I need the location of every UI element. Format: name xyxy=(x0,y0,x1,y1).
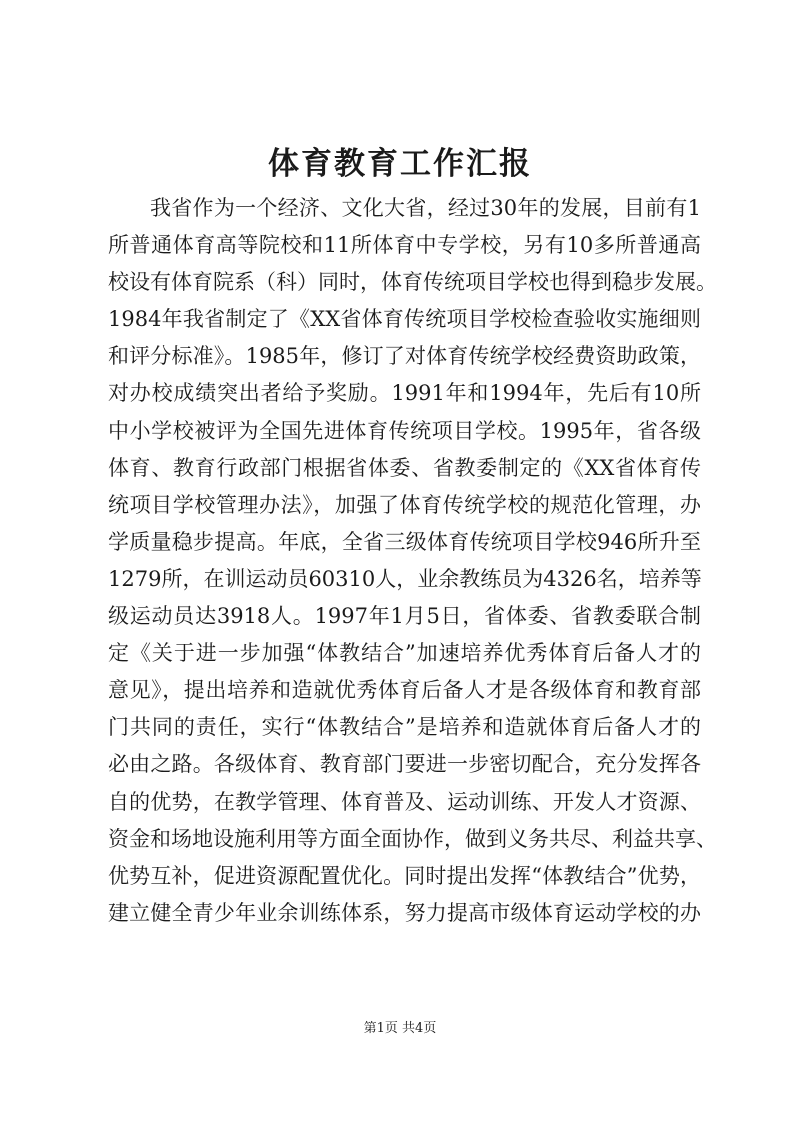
document-title: 体育教育工作汇报 xyxy=(268,146,532,182)
page-number: 第1页 共4页 xyxy=(363,1021,437,1036)
paragraph-line: 资金和场地设施利用等方面全面协作，做到义务共尽、利益共享、 xyxy=(108,826,717,851)
paragraph-line: 意见》，提出培养和造就优秀体育后备人才是各级体育和教育部 xyxy=(108,678,701,703)
paragraph-line: 所普通体育高等院校和11所体育中专学校，另有10多所普通高 xyxy=(108,233,701,258)
paragraph-line: 自的优势，在教学管理、体育普及、运动训练、开发人才资源、 xyxy=(108,789,701,814)
paragraph-line: 和评分标准》。1985年，修订了对体育传统学校经费资助政策， xyxy=(108,344,701,369)
paragraph-line: 定《关于进一步加强“体教结合”加速培养优秀体育后备人才的 xyxy=(108,641,701,666)
paragraph-line: 校设有体育院系（科）同时，体育传统项目学校也得到稳步发展。 xyxy=(108,270,717,295)
paragraph-line: 门共同的责任，实行“体教结合”是培养和造就体育后备人才的 xyxy=(108,715,701,740)
paragraph-line: 1984年我省制定了《XX省体育传统项目学校检查验收实施细则 xyxy=(108,307,701,332)
paragraph-line: 必由之路。各级体育、教育部门要进一步密切配合，充分发挥各 xyxy=(108,752,701,777)
paragraph-line: 1279所，在训运动员60310人，业余教练员为4326名，培养等 xyxy=(108,566,702,591)
document-body xyxy=(108,190,717,932)
paragraph-line: 我省作为一个经济、文化大省，经过30年的发展，目前有1 xyxy=(150,196,701,220)
paragraph-line: 优势互补，促进资源配置优化。同时提出发挥“体教结合”优势， xyxy=(108,863,701,888)
paragraph-line: 中小学校被评为全国先进体育传统项目学校。1995年，省各级 xyxy=(108,418,701,443)
paragraph-line: 对办校成绩突出者给予奖励。1991年和1994年，先后有10所 xyxy=(108,381,701,406)
paragraph-line: 体育、教育行政部门根据省体委、省教委制定的《XX省体育传 xyxy=(108,455,701,480)
paragraph-line: 学质量稳步提高。年底，全省三级体育传统项目学校946所升至 xyxy=(108,529,701,554)
paragraph-line: 建立健全青少年业余训练体系，努力提高市级体育运动学校的办 xyxy=(108,900,701,925)
paragraph-line: 级运动员达3918人。1997年1月5日，省体委、省教委联合制 xyxy=(108,604,701,629)
paragraph-line: 统项目学校管理办法》，加强了体育传统学校的规范化管理，办 xyxy=(108,492,701,517)
